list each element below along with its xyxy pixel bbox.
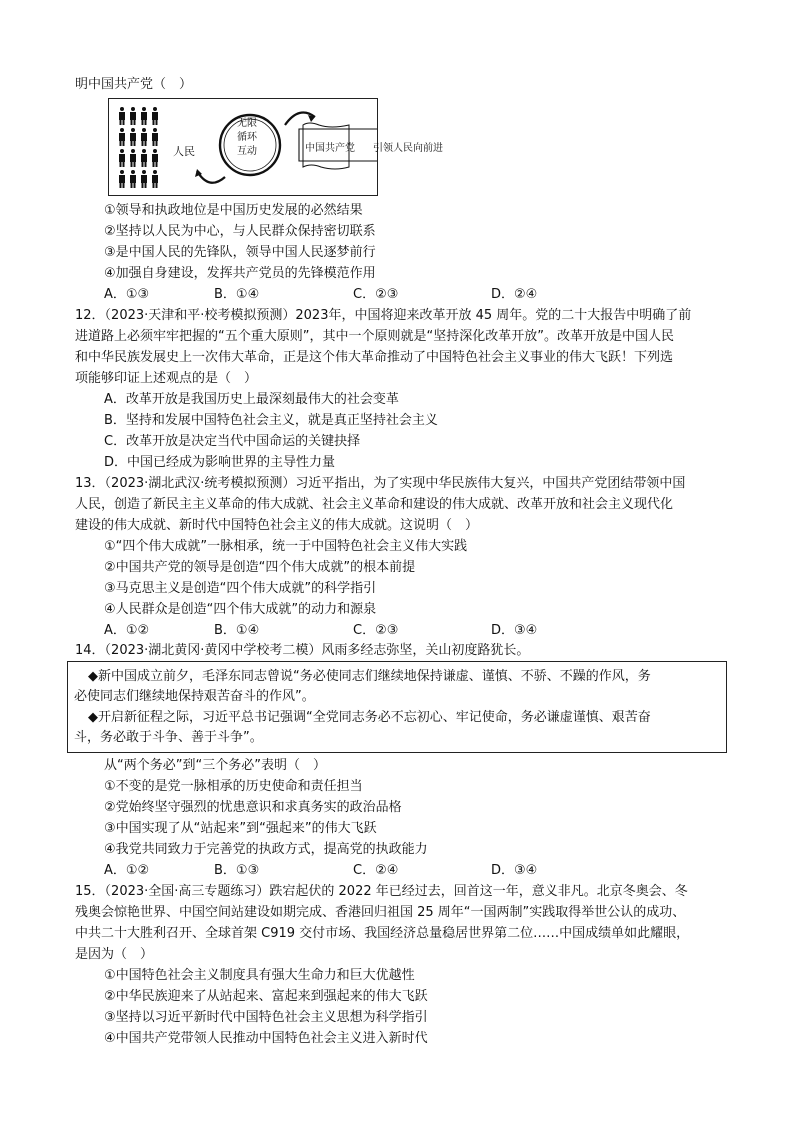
- q13-line-2: 人民，创造了新民主主义革命的伟大成就、社会主义革命和建设的伟大成就、改革开放和社会主义现代化: [75, 497, 674, 512]
- q15-line-4: 是因为（ ）: [75, 947, 154, 962]
- q14-option-3: ③中国实现了从“站起来”到“强起来”的伟大飞跃: [104, 821, 377, 836]
- q12-choice-b: B．坚持和发展中国特色社会主义，就是真正坚持社会主义: [104, 413, 438, 428]
- person-icon: [141, 107, 147, 125]
- q14-material-box: [67, 661, 727, 753]
- arrow-label: 引领人民向前进: [373, 143, 443, 154]
- person-icon: [152, 107, 158, 125]
- q12-choice-d: D．中国已经成为影响世界的主导性力量: [104, 455, 336, 470]
- q14-option-2: ②党始终坚守强烈的忧患意识和求真务实的政治品格: [104, 800, 402, 815]
- q13-line-1: 13．（2023·湖北武汉·统考模拟预测）习近平指出，为了实现中华民族伟大复兴，中国共产党团结带领中国: [75, 476, 686, 491]
- party-people-diagram: [108, 98, 443, 196]
- q12-line-3: 和中华民族发展史上一次伟大革命，正是这个伟大革命推动了中国特色社会主义事业的伟大飞跃！下列选: [75, 350, 674, 365]
- q13-answer-d: D．③④: [491, 623, 538, 638]
- q12-choice-a: A．改革开放是我国历史上最深刻最伟大的社会变革: [104, 392, 399, 407]
- q13-option-2: ②中国共产党的领导是创造“四个伟大成就”的根本前提: [104, 560, 416, 575]
- q11-answer-c: C．②③: [353, 287, 399, 302]
- q13-answer-b: B．①④: [214, 623, 260, 638]
- q14-question: 从“两个务必”到“三个务必”表明（ ）: [104, 758, 326, 773]
- q11-answer-a: A．①③: [104, 287, 150, 302]
- q14-answer-a: A．①②: [104, 863, 150, 878]
- q11-answer-b: B．①④: [214, 287, 260, 302]
- q11-option-3: ③是中国人民的先锋队，领导中国人民逐梦前行: [104, 245, 376, 260]
- q13-option-3: ③马克思主义是创造“四个伟大成就”的科学指引: [104, 581, 377, 596]
- q15-option-2: ②中华民族迎来了从站起来、富起来到强起来的伟大飞跃: [104, 989, 428, 1004]
- q12-line-4: 项能够印证上述观点的是（ ）: [75, 371, 258, 386]
- circle-text-3: 互动: [237, 146, 257, 157]
- person-icon: [119, 128, 125, 146]
- q14-material-line-1: ◆新中国成立前夕，毛泽东同志曾说“务必使同志们继续地保持谦虚、谨慎、不骄、不躁的作风，务: [88, 669, 651, 684]
- person-icon: [141, 128, 147, 146]
- q11-option-1: ①领导和执政地位是中国历史发展的必然结果: [104, 203, 363, 218]
- q13-option-4: ④人民群众是创造“四个伟大成就”的动力和源泉: [104, 602, 377, 617]
- q15-option-4: ④中国共产党带领人民推动中国特色社会主义进入新时代: [104, 1031, 428, 1046]
- q11-answer-d: D．②④: [491, 287, 538, 302]
- person-icon: [119, 149, 125, 167]
- person-icon: [119, 170, 125, 188]
- q14-answer-c: C．②④: [353, 863, 399, 878]
- person-icon: [130, 128, 136, 146]
- people-icons: [119, 107, 158, 188]
- person-icon: [152, 170, 158, 188]
- q12-line-1: 12．（2023·天津和平·校考模拟预测）2023年，中国将迎来改革开放 45 周年。党的二十大报告中明确了前: [75, 308, 692, 323]
- q13-answer-c: C．②③: [353, 623, 399, 638]
- person-icon: [141, 170, 147, 188]
- q14-material-line-2: 必使同志们继续地保持艰苦奋斗的作风”。: [74, 689, 315, 704]
- q12-line-2: 进道路上必须牢牢把握的“五个重大原则”，其中一个原则就是“坚持深化改革开放”。改革开放是中国人民: [75, 329, 674, 344]
- person-icon: [130, 170, 136, 188]
- curved-arrow-bottom: [197, 171, 225, 183]
- q11-option-2: ②坚持以人民为中心，与人民群众保持密切联系: [104, 224, 376, 239]
- q14-material-line-3: ◆开启新征程之际，习近平总书记强调“全党同志务必不忘初心、牢记使命，务必谦虚谨慎、艰苦奋: [88, 710, 651, 725]
- q15-line-3: 中共二十大胜利召开、全球首架 C919 交付市场、我国经济总量稳居世界第二位……中国成绩单如此耀眼，: [75, 926, 690, 941]
- q15-line-1: 15．（2023·全国·高三专题练习）跌宕起伏的 2022 年已经过去，回首这一年，意义非凡。北京冬奥会、冬: [75, 884, 688, 899]
- q15-option-1: ①中国特色社会主义制度具有强大生命力和巨大优越性: [104, 968, 415, 983]
- q12-choice-c: C．改革开放是决定当代中国命运的关键抉择: [104, 434, 361, 449]
- q14-option-1: ①不变的是党一脉相承的历史使命和责任担当: [104, 779, 363, 794]
- person-icon: [119, 107, 125, 125]
- party-label: 中国共产党: [305, 143, 355, 154]
- person-icon: [152, 149, 158, 167]
- q11-option-4: ④加强自身建设，发挥共产党员的先锋模范作用: [104, 266, 376, 281]
- circle-text-1: 无限: [237, 118, 257, 129]
- q15-option-3: ③坚持以习近平新时代中国特色社会主义思想为科学指引: [104, 1010, 428, 1025]
- q13-option-1: ①“四个伟大成就”一脉相承，统一于中国特色社会主义伟大实践: [104, 539, 468, 554]
- q14-stem: 14．（2023·湖北黄冈·黄冈中学校考二模）风雨多经志弥坚，关山初度路犹长。: [75, 643, 530, 658]
- q14-option-4: ④我党共同致力于完善党的执政方式，提高党的执政能力: [104, 842, 428, 857]
- person-icon: [130, 149, 136, 167]
- q14-answer-b: B．①③: [214, 863, 260, 878]
- q13-line-3: 建设的伟大成就、新时代中国特色社会主义的伟大成就。这说明（ ）: [75, 518, 479, 533]
- q15-line-2: 残奥会惊艳世界、中国空间站建设如期完成、香港回归祖国 25 周年“一国两制”实践取得举世公认的成功、: [75, 905, 686, 920]
- person-icon: [141, 149, 147, 167]
- question-11-stem-tail: 明中国共产党（ ）: [75, 77, 193, 92]
- people-label: 人民: [173, 145, 195, 158]
- person-icon: [152, 128, 158, 146]
- q14-material-line-4: 斗，务必敢于斗争、善于斗争”。: [74, 730, 263, 745]
- person-icon: [130, 107, 136, 125]
- circle-text-2: 循环: [237, 132, 257, 143]
- q14-answer-d: D．③④: [491, 863, 538, 878]
- q13-answer-a: A．①②: [104, 623, 150, 638]
